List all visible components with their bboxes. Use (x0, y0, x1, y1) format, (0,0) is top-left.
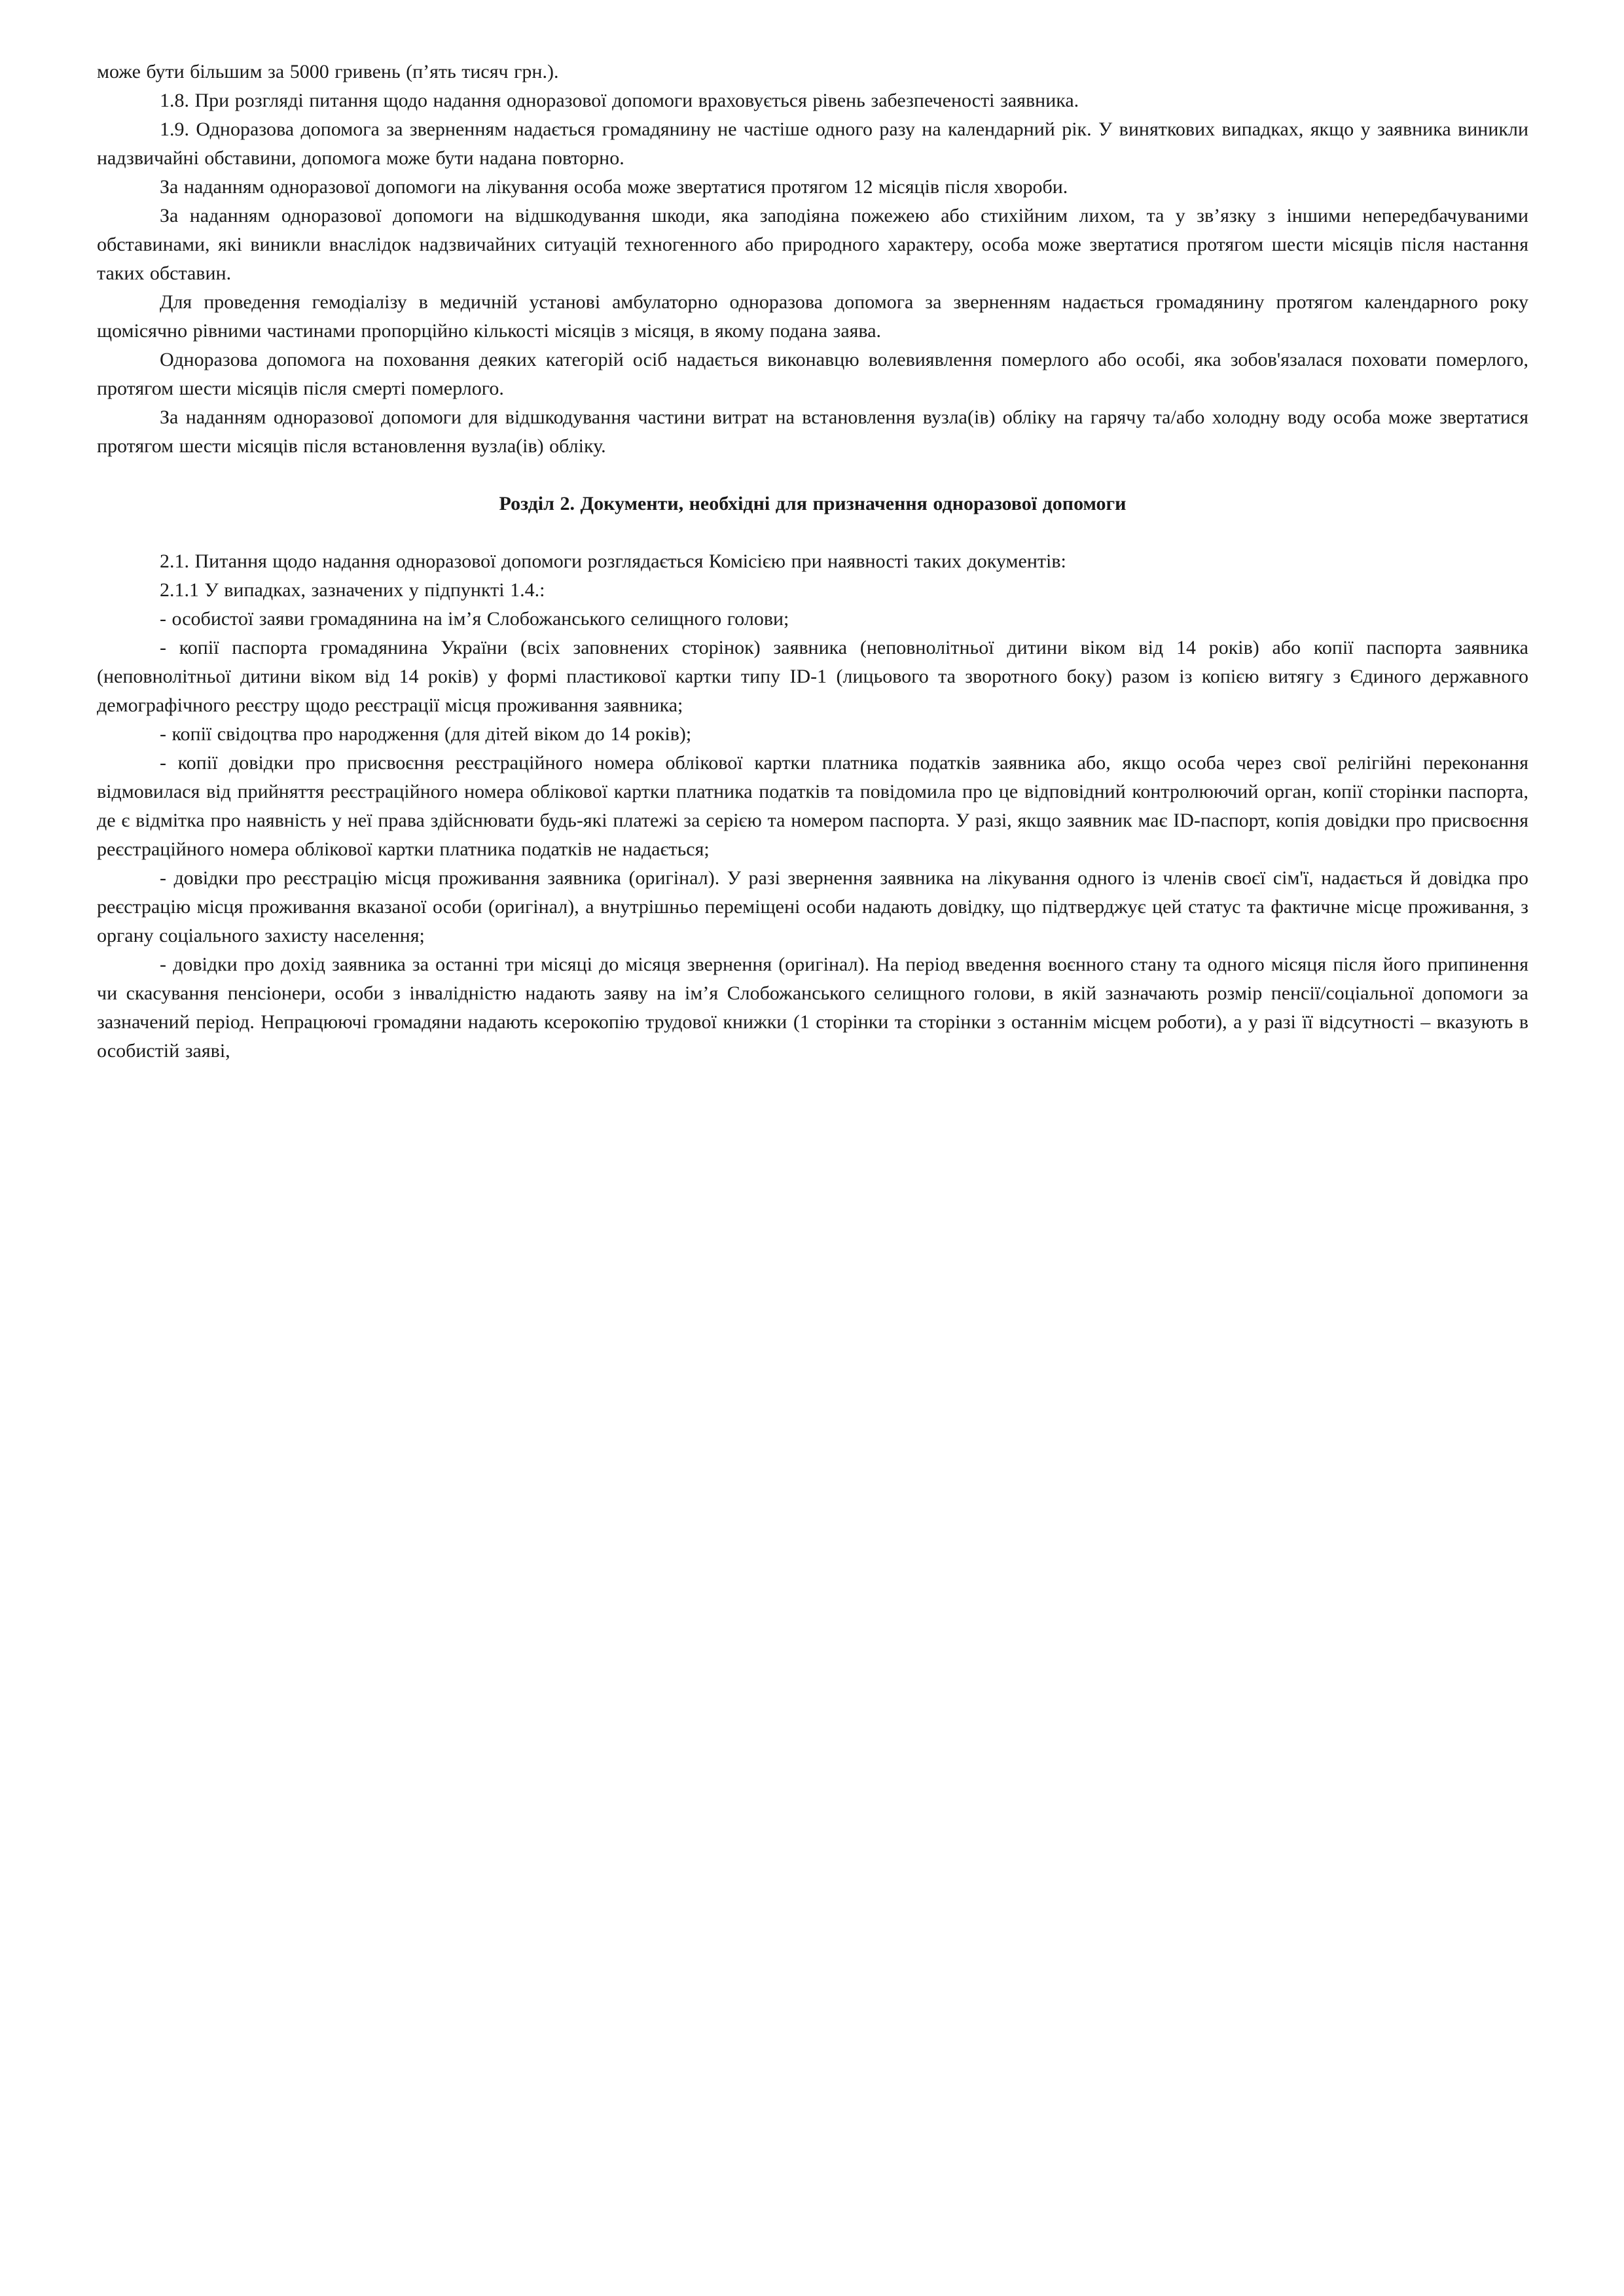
paragraph-hemodialysis: Для проведення гемодіалізу в медичній установі амбулаторно одноразова допомога за зверненням надається громадянину протягом календарного року щомісячно рівними частинами пропорційно кількості місяців з місяця, в якому подана заява. (97, 291, 1528, 342)
paragraph-2-1-1: 2.1.1 У випадках, зазначених у підпункті 1.4.: (160, 579, 545, 601)
list-item-residence-certificate: - довідки про реєстрацію місця проживання заявника (оригінал). У разі звернення заявника на лікування одного із членів своєї сім'ї, надається й довідка про реєстрацію місця проживання вказаної особи (оригінал), а внутрішньо переміщені особи надають довідку, що підтверджує цей статус та фактичне місце проживання, з органу соціального захисту населення; (97, 867, 1528, 946)
list-item-birth-certificate: - копії свідоцтва про народження (для дітей віком до 14 років); (160, 723, 692, 745)
paragraph-2-1: 2.1. Питання щодо надання одноразової допомоги розглядається Комісією при наявності таких документів: (160, 550, 1066, 572)
paragraph-1-8: 1.8. При розгляді питання щодо надання одноразової допомоги враховується рівень забезпеченості заявника. (160, 90, 1079, 111)
paragraph-1-9: 1.9. Одноразова допомога за зверненням надається громадянину не частіше одного разу на календарний рік. У виняткових випадках, якщо у заявника виникли надзвичайні обставини, допомога може бути надана повторно. (97, 118, 1528, 169)
paragraph-meter-installation: За наданням одноразової допомоги для відшкодування частини витрат на встановлення вузла(ів) обліку на гарячу та/або холодну воду особа може звертатися протягом шести місяців після встановлення вузла(ів) обліку. (97, 406, 1528, 457)
paragraph-damage-compensation: За наданням одноразової допомоги на відшкодування шкоди, яка заподіяна пожежею або стихійним лихом, та у зв’язку з іншими непередбачуваними обставинами, які виникли внаслідок надзвичайних ситуацій техногенного або природного характеру, особа може звертатися протягом шести місяців після настання таких обставин. (97, 205, 1528, 284)
list-item-income-certificate: - довідки про дохід заявника за останні три місяці до місяця звернення (оригінал). На період введення воєнного стану та одного місяця після його припинення чи скасування пенсіонери, особи з інвалідністю надають заяву на ім’я Слобожанського селищного голови, в якій зазначають розмір пенсії/соціальної допомоги за зазначений період. Непрацюючі громадяни надають ксерокопію трудової книжки (1 сторінки та сторінки з останнім місцем роботи), а у разі її відсутності – вказують в особистій заяві, (97, 954, 1528, 1062)
list-item-passport-copy: - копії паспорта громадянина України (всіх заповнених сторінок) заявника (неповнолітньої дитини віком від 14 років) або копії паспорта заявника (неповнолітньої дитини віком від 14 років) у формі пластикової картки типу ID-1 (лицьового та зворотного боку) разом із копією витягу з Єдиного державного демографічного реєстру щодо реєстрації місця проживання заявника; (97, 637, 1528, 716)
paragraph-continuation: може бути більшим за 5000 гривень (п’ять тисяч грн.). (97, 61, 559, 82)
list-item-tax-number: - копії довідки про присвоєння реєстраційного номера облікової картки платника податків заявника або, якщо особа через свої релігійні переконання відмовилася від прийняття реєстраційного номера облікової картки платника податків та повідомила про це відповідний контролюючий орган, копії сторінки паспорта, де є відмітка про наявність у неї права здійснювати будь-які платежі за серією та номером паспорта. У разі, якщо заявник має ID-паспорт, копія довідки про присвоєння реєстраційного номера облікової картки платника податків не надається; (97, 752, 1528, 860)
paragraph-burial-aid: Одноразова допомога на поховання деяких категорій осіб надається виконавцю волевиявлення померлого або особі, яка зобов'язалася поховати померлого, протягом шести місяців після смерті померлого. (97, 349, 1528, 399)
section-heading: Розділ 2. Документи, необхідні для призначення одноразової допомоги (499, 493, 1127, 514)
paragraph-treatment-term: За наданням одноразової допомоги на лікування особа може звертатися протягом 12 місяців після хвороби. (160, 176, 1068, 198)
list-item-application: - особистої заяви громадянина на ім’я Слобожанського селищного голови; (160, 608, 789, 630)
